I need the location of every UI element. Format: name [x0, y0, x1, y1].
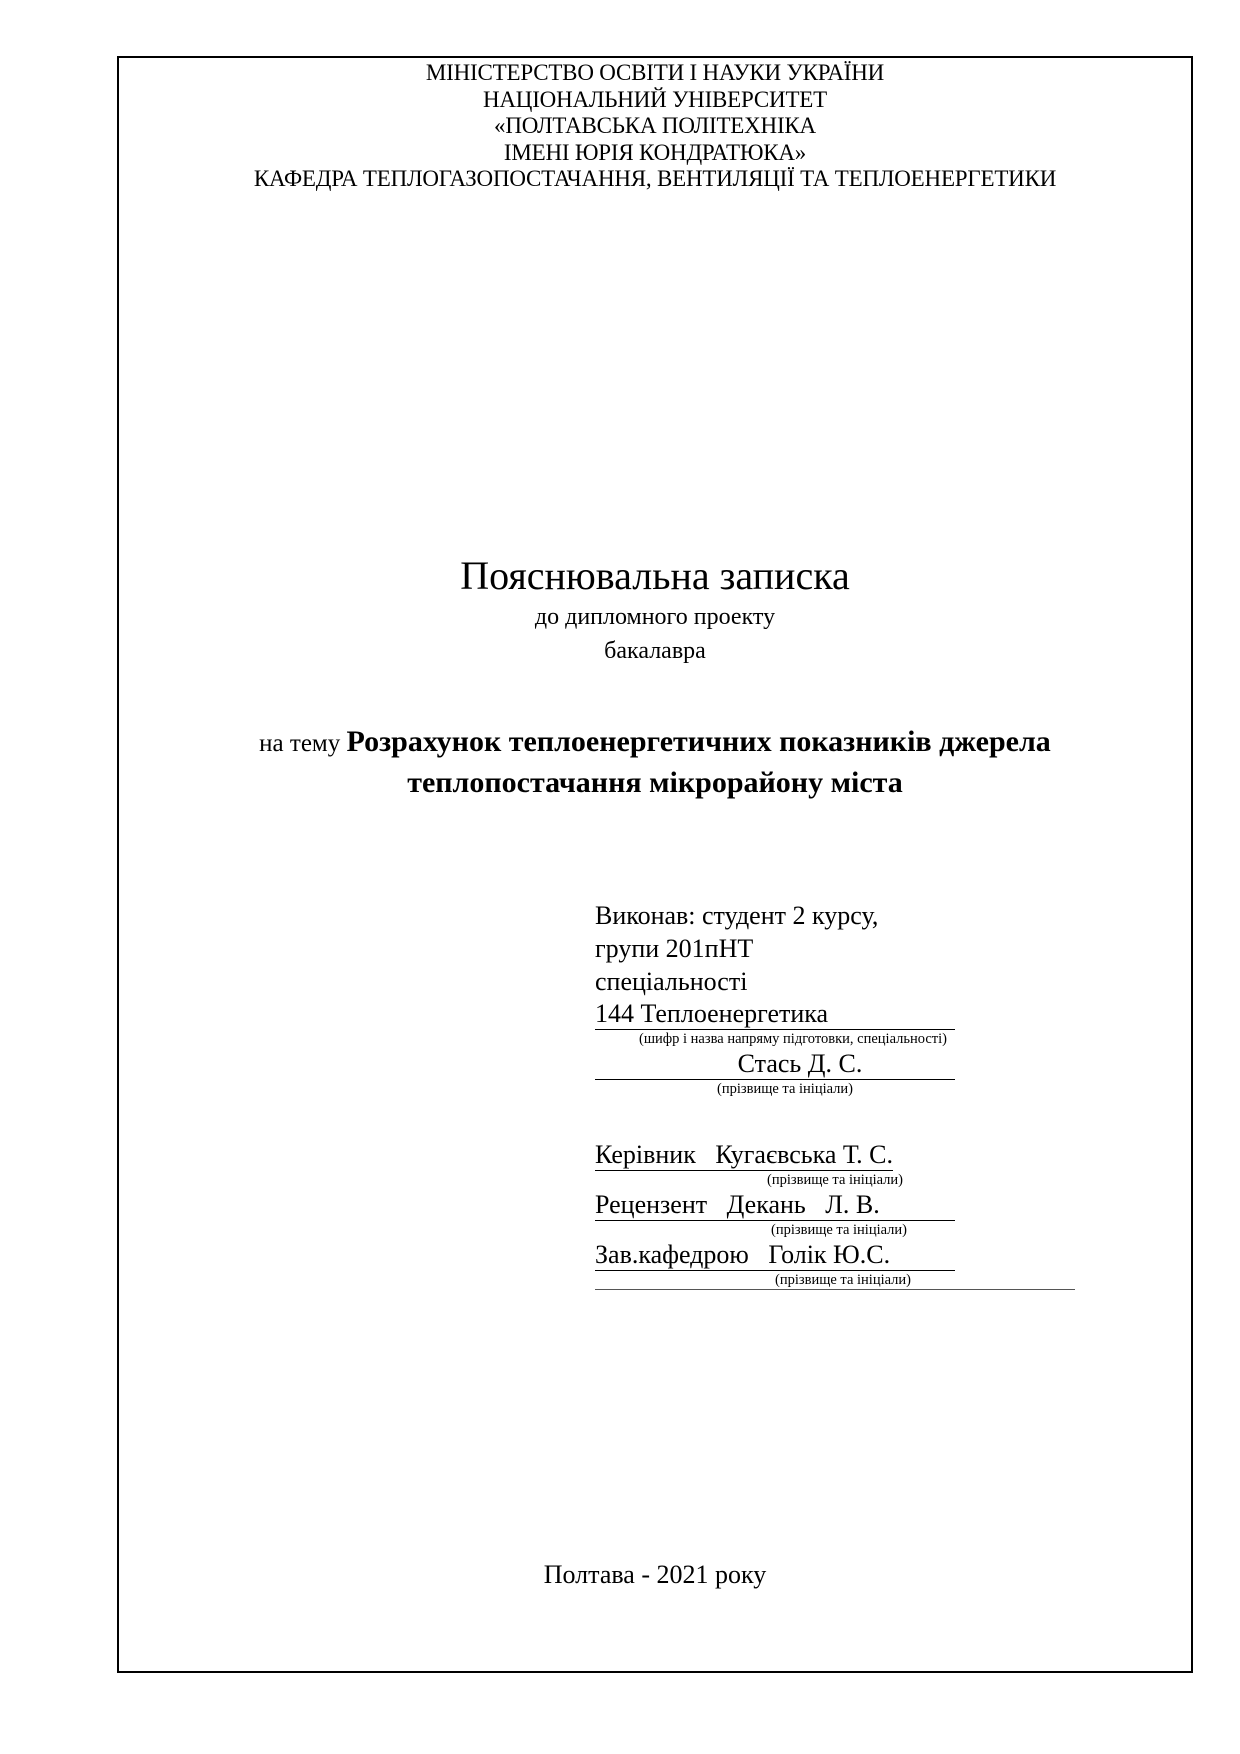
document-title: Пояснювальна записка — [460, 553, 850, 598]
university-namesake-line: ІМЕНІ ЮРІЯ КОНДРАТЮКА» — [503, 139, 807, 165]
document-title-block — [117, 552, 1193, 668]
reviewer: Рецензент Декань Л. В. — [595, 1189, 955, 1221]
supervisor-row — [595, 1138, 955, 1171]
degree-level: бакалавра — [604, 638, 706, 664]
university-name-line: «ПОЛТАВСЬКА ПОЛІТЕХНІКА — [494, 113, 816, 138]
student-group: групи 201пНТ — [595, 934, 754, 963]
performed-by: Виконав: студент 2 курсу, — [595, 901, 879, 930]
supervisor-caption: (прізвище та ініціали) — [767, 1172, 903, 1188]
reviewer-caption: (прізвище та ініціали) — [771, 1222, 907, 1238]
institution-header — [117, 60, 1193, 193]
supervisor: Керівник Кугаєвська Т. С. — [595, 1140, 894, 1169]
signature-block — [595, 899, 955, 1290]
university-line: НАЦІОНАЛЬНИЙ УНІВЕРСИТЕТ — [482, 86, 828, 112]
city-year: Полтава - 2021 року — [543, 1560, 767, 1589]
department-head: Зав.кафедрою Голік Ю.С. — [595, 1239, 955, 1271]
specialty-caption: (шифр і назва напряму підготовки, спеціальності) — [639, 1031, 947, 1047]
page-frame-border — [117, 56, 1193, 1673]
topic-title-line-1: Розрахунок теплоенергетичних показників джерела — [346, 725, 1051, 758]
student-name: Стась Д. С. — [595, 1048, 955, 1080]
specialty-value: 144 Теплоенергетика — [595, 998, 955, 1030]
thesis-topic — [117, 722, 1193, 802]
document-subtitle: до дипломного проекту — [534, 604, 776, 630]
student-name-caption: (прізвище та ініціали) — [717, 1081, 853, 1097]
ministry-line: МІНІСТЕРСТВО ОСВІТИ І НАУКИ УКРАЇНИ — [425, 60, 885, 85]
spacer — [595, 1098, 955, 1138]
topic-title-line-2: теплопостачання мікрорайону міста — [407, 766, 903, 799]
topic-prefix: на тему — [259, 730, 347, 757]
department-line: КАФЕДРА ТЕПЛОГАЗОПОСТАЧАННЯ, ВЕНТИЛЯЦІЇ ТА ТЕПЛОЕНЕРГЕТИКИ — [253, 166, 1057, 191]
department-head-caption: (прізвище та ініціали) — [595, 1271, 1075, 1290]
specialty-label: спеціальності — [595, 967, 748, 996]
